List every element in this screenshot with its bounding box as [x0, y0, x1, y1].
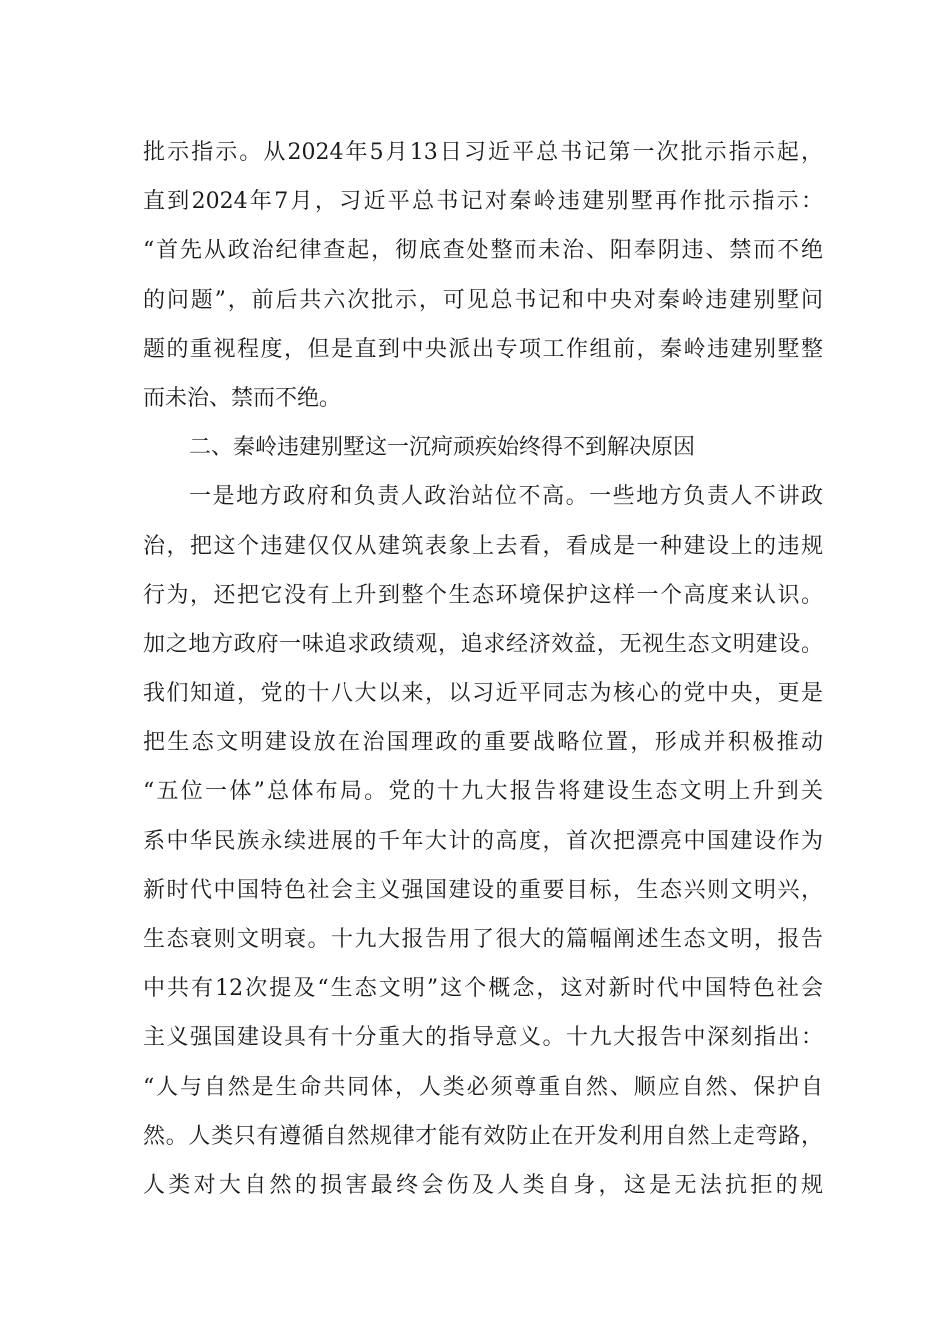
text-line: 人类对大自然的损害最终会伤及人类自身，这是无法抗拒的规 — [143, 1172, 823, 1198]
text-line: 批示指示。从2024年5月13日习近平总书记第一次批示指示起， — [143, 140, 823, 165]
section-heading: 二、秦岭违建别墅这一沉疴顽疾始终得不到解决原因 — [189, 435, 696, 461]
text-line: 一是地方政府和负责人政治站位不高。一些地方负责人不讲政 — [189, 484, 823, 510]
text-line: 加之地方政府一味追求政绩观，追求经济效益，无视生态文明建设。 — [143, 631, 823, 657]
text-line: 的问题”，前后共六次批示，可见总书记和中央对秦岭违建别墅问 — [143, 287, 823, 313]
text-line: 把生态文明建设放在治国理政的重要战略位置，形成并积极推动 — [143, 730, 823, 756]
text-line: 中共有12次提及“生态文明”这个概念，这对新时代中国特色社会 — [143, 976, 823, 1002]
text-line: 生态衰则文明衰。十九大报告用了很大的篇幅阐述生态文明，报告 — [143, 927, 823, 952]
text-line: “五位一体”总体布局。党的十九大报告将建设生态文明上升到关 — [143, 779, 823, 805]
text-line: “人与自然是生命共同体，人类必须尊重自然、顺应自然、保护自 — [143, 1074, 823, 1100]
text-line: 我们知道，党的十八大以来，以习近平同志为核心的党中央，更是 — [143, 681, 823, 707]
text-line: 系中华民族永续进展的千年大计的高度，首次把漂亮中国建设作为 — [143, 828, 823, 854]
text-line: 而未治、禁而不绝。 — [143, 385, 342, 411]
text-line: 行为，还把它没有上升到整个生态环境保护这样一个高度来认识。 — [143, 582, 823, 608]
text-line: 题的重视程度，但是直到中央派出专项工作组前，秦岭违建别墅整 — [143, 336, 823, 362]
text-line: 直到2024年7月，习近平总书记对秦岭违建别墅再作批示指示： — [143, 189, 823, 215]
text-line: 治，把这个违建仅仅从建筑表象上去看，看成是一种建设上的违规 — [143, 533, 823, 559]
document-body — [143, 128, 823, 1210]
text-line: 主义强国建设具有十分重大的指导意义。十九大报告中深刻指出： — [143, 1025, 823, 1051]
text-line: 新时代中国特色社会主义强国建设的重要目标，生态兴则文明兴， — [143, 877, 823, 903]
text-line: “首先从政治纪律查起，彻底查处整而未治、阳奉阴违、禁而不绝 — [143, 238, 823, 264]
text-line: 然。人类只有遵循自然规律才能有效防止在开发利用自然上走弯路， — [143, 1123, 823, 1149]
